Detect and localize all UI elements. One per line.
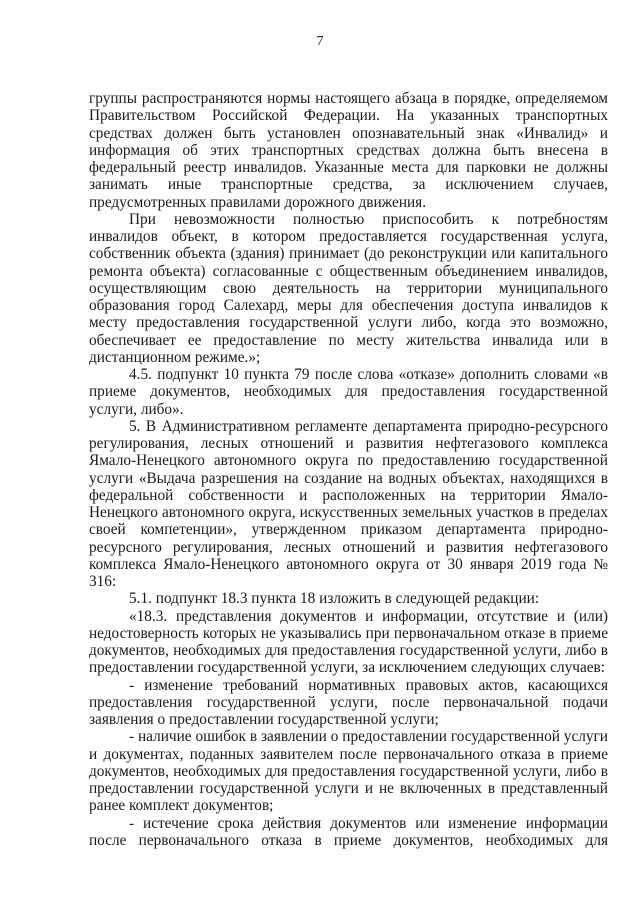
paragraph-9: - истечение срока действия документов или изменение информации после первоначального отказа в приеме документов, необходимых для: [89, 814, 608, 849]
document-body: [89, 90, 608, 849]
paragraph-7: - изменение требований нормативных правовых актов, касающихся предоставления государственной услуги, после первоначальной подачи заявления о предоставлении государственной услуги;: [89, 676, 608, 728]
paragraph-2: При невозможности полностью приспособить к потребностям инвалидов объект, в котором предоставляется государственная услуга, собственник объекта (здания) принимает (до реконструкции или капитального ремонта объекта) согласованные с общественным объединением инвалидов, осуществляющим свою деятельность на территории муниципального образования город Салехард, меры для обеспечения доступа инвалидов к месту предоставления государственной услуги либо, когда это возможно, обеспечивает ее предоставление по месту жительства инвалида или в дистанционном режиме.»;: [89, 210, 608, 366]
paragraph-5: 5.1. подпункт 18.3 пункта 18 изложить в следующей редакции:: [129, 590, 540, 608]
paragraph-8: - наличие ошибок в заявлении о предоставлении государственной услуги и документах, поданных заявителем после первоначального отказа в приеме документов, необходимых для предоставления государственной услуги, либо в предоставлении государственной услуги и не включенных в представленный ранее комплект документов;: [89, 728, 608, 815]
paragraph-3: 4.5. подпункт 10 пункта 79 после слова «отказе» дополнить словами «в приеме документов, необходимых для предоставления государственной услуги, либо».: [89, 366, 608, 418]
paragraph-1: группы распространяются нормы настоящего абзаца в порядке, определяемом Правительством Российской Федерации. На указанных транспортных средствах должен быть установлен опознавательный знак «Инвалид» и информация об этих транспортных средствах должна быть внесена в федеральный реестр инвалидов. Указанные места для парковки не должны занимать иные транспортные средства, за исключением случаев, предусмотренных правилами дорожного движения.: [89, 90, 608, 211]
paragraph-6: «18.3. представления документов и информации, отсутствие и (или) недостоверность которых не указывались при первоначальном отказе в приеме документов, необходимых для предоставления государственной услуги, либо в предоставлении государственной услуги, за исключением следующих случаев:: [89, 607, 608, 677]
page-number: 7: [316, 34, 324, 49]
paragraph-4: 5. В Административном регламенте департамента природно-ресурсного регулирования, лесных отношений и развития нефтегазового комплекса Ямало-Ненецкого автономного округа по предоставлению государственной услуги «Выдача разрешения на создание на водных объектах, находящихся в федеральной собственности и расположенных на территории Ямало-Ненецкого автономного округа, искусственных земельных участков в пределах своей компетенции», утвержденном приказом департамента природно-ресурсного регулирования, лесных отношений и развития нефтегазового комплекса Ямало-Ненецкого автономного округа от 30 января 2019 года № 316:: [89, 417, 608, 590]
